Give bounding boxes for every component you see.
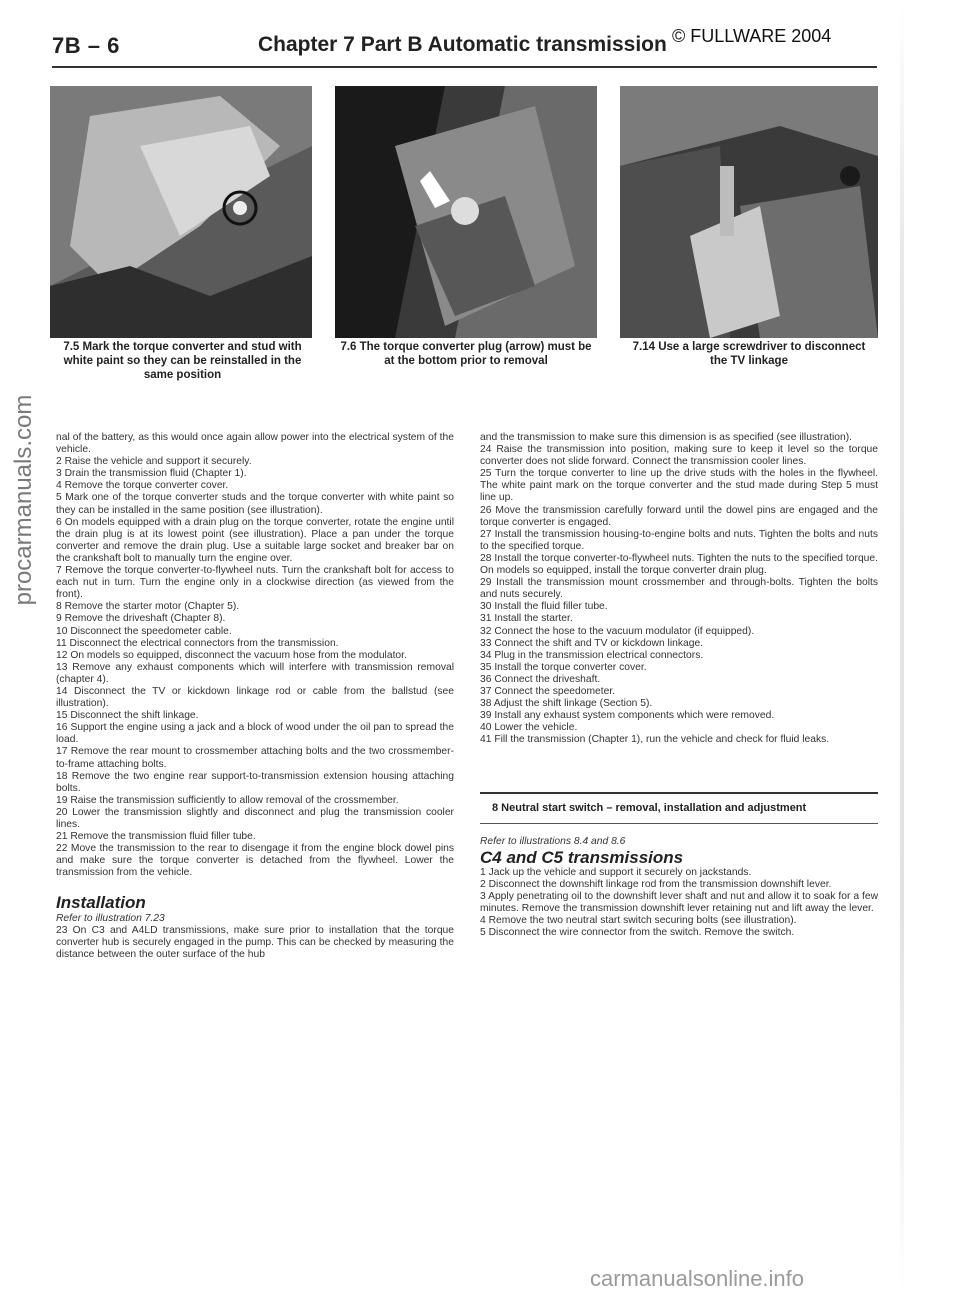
paragraph: 22 Move the transmission to the rear to disengage it from the engine block dowel pins and make sure the torque converter is detached from the flywheel. Lower the transmission from the vehicle. <box>56 843 454 879</box>
paragraph: 8 Remove the starter motor (Chapter 5). <box>56 601 240 613</box>
paragraph: 2 Disconnect the downshift linkage rod from the transmission downshift lever. <box>480 878 832 890</box>
paragraph: 24 Raise the transmission into position, making sure to keep it level so the torque converter does not slide forward. Connect the transmission cooler lines. <box>480 444 878 468</box>
figure-7-6-caption: 7.6 The torque converter plug (arrow) must be at the bottom prior to removal <box>340 341 592 367</box>
figure-7-14-caption: 7.14 Use a large screwdriver to disconnect the TV linkage <box>632 341 866 367</box>
paragraph: 29 Install the transmission mount crossmember and through-bolts. Tighten the bolts and nuts securely. <box>480 577 878 601</box>
copyright-notice: © FULLWARE 2004 <box>672 26 832 46</box>
paragraph: 25 Turn the torque converter to line up the drive studs with the holes in the flywheel. The white paint mark on the torque converter and the stud made during Step 5 must line up. <box>480 468 878 504</box>
paragraph: 37 Connect the speedometer. <box>480 685 616 697</box>
side-watermark-text: procarmanuals.com <box>10 394 37 606</box>
paragraph: 10 Disconnect the speedometer cable. <box>56 625 232 637</box>
paragraph: 23 On C3 and A4LD transmissions, make sure prior to installation that the torque converter hub is securely engaged in the pump. This can be checked by measuring the distance between the outer surface of the hub <box>56 924 454 960</box>
paragraph: 38 Adjust the shift linkage (Section 5). <box>480 698 653 710</box>
page-number: 7B – 6 <box>52 33 120 58</box>
paragraph: 4 Remove the torque converter cover. <box>56 480 229 492</box>
paragraph: 28 Install the torque converter-to-flywheel nuts. Tighten the nuts to the specified torque. On models so equipped, install the torque converter drain plug. <box>480 552 878 577</box>
paragraph: 32 Connect the hose to the vacuum modulator (if equipped). <box>480 625 755 637</box>
header-rule <box>52 66 877 68</box>
chapter-title: Chapter 7 Part B Automatic transmission <box>258 33 667 56</box>
paragraph: 2 Raise the vehicle and support it securely. <box>56 456 252 468</box>
right-column <box>480 432 878 939</box>
paragraph: 20 Lower the transmission slightly and disconnect and plug the transmission cooler lines. <box>56 806 454 830</box>
paragraph: 9 Remove the driveshaft (Chapter 8). <box>56 613 226 625</box>
paragraph: 18 Remove the two engine rear support-to-transmission extension housing attaching bolts. <box>56 770 454 794</box>
paragraph: 4 Remove the two neutral start switch securing bolts (see illustration). <box>480 915 797 927</box>
section-reference: Refer to illustrations 8.4 and 8.6 <box>480 835 626 847</box>
bottom-watermark: carmanualsonline.info <box>590 1266 805 1291</box>
paragraph: 19 Raise the transmission sufficiently to allow removal of the crossmember. <box>56 794 399 806</box>
left-column <box>56 432 454 961</box>
figure-7-14-photo <box>620 86 878 338</box>
side-watermark <box>6 290 42 710</box>
paragraph: 12 On models so equipped, disconnect the vacuum hose from the modulator. <box>56 649 407 661</box>
paragraph: 6 On models equipped with a drain plug on the torque converter, rotate the engine until the drain plug is at its lowest point (see illustration). Place a pan under the torque converter and remove the drain plug. Use a suitable large socket and breaker bar on the crankshaft bolt to manually turn the engine over. <box>56 516 454 564</box>
paragraph: 11 Disconnect the electrical connectors from the transmission. <box>56 637 339 649</box>
paragraph: 7 Remove the torque converter-to-flywheel nuts. Turn the crankshaft bolt for access to each nut in turn. Turn the engine only in a clockwise direction (as viewed from the front). <box>56 565 454 601</box>
paragraph: nal of the battery, as this would once again allow power into the electrical system of the vehicle. <box>56 432 454 456</box>
paragraph: 14 Disconnect the TV or kickdown linkage rod or cable from the ballstud (see illustration). <box>56 685 454 710</box>
paragraph: 3 Drain the transmission fluid (Chapter 1). <box>56 468 247 480</box>
subheading-c4-c5: C4 and C5 transmissions <box>480 847 684 867</box>
paragraph: 15 Disconnect the shift linkage. <box>56 710 199 722</box>
page-edge-shadow <box>900 0 904 1299</box>
paragraph: 34 Plug in the transmission electrical connectors. <box>480 649 704 661</box>
paragraph: 1 Jack up the vehicle and support it securely on jackstands. <box>480 866 752 878</box>
section-8-title: 8 Neutral start switch – removal, installation and adjustment <box>492 802 807 815</box>
figure-7-6-photo <box>335 86 597 338</box>
paragraph: 30 Install the fluid filler tube. <box>480 601 608 613</box>
installation-reference: Refer to illustration 7.23 <box>56 912 165 924</box>
paragraph: 40 Lower the vehicle. <box>480 722 578 734</box>
paragraph: 5 Mark one of the torque converter studs and the torque converter with white paint so they can be installed in the same position (see illustration). <box>56 492 454 516</box>
paragraph: 21 Remove the transmission fluid filler tube. <box>56 831 256 843</box>
paragraph: 35 Install the torque converter cover. <box>480 661 647 673</box>
figure-7-5-caption: 7.5 Mark the torque converter and stud with white paint so they can be reinstalled in the same position <box>63 341 302 381</box>
paragraph: 26 Move the transmission carefully forward until the dowel pins are engaged and the torque converter is engaged. <box>480 504 878 528</box>
paragraph: 5 Disconnect the wire connector from the switch. Remove the switch. <box>480 927 795 939</box>
paragraph: 27 Install the transmission housing-to-engine bolts and nuts. Tighten the bolts and nuts to the specified torque. <box>480 528 878 552</box>
paragraph: 41 Fill the transmission (Chapter 1), run the vehicle and check for fluid leaks. <box>480 734 830 746</box>
paragraph: 39 Install any exhaust system components which were removed. <box>480 710 775 722</box>
figure-7-5-photo <box>50 86 312 338</box>
paragraph: 17 Remove the rear mount to crossmember attaching bolts and the two crossmember-to-frame attaching bolts. <box>56 746 454 770</box>
paragraph: 16 Support the engine using a jack and a block of wood under the oil pan to spread the load. <box>56 722 454 746</box>
paragraph: and the transmission to make sure this dimension is as specified (see illustration). <box>480 432 853 443</box>
installation-heading: Installation <box>56 893 146 913</box>
paragraph: 33 Connect the shift and TV or kickdown linkage. <box>480 637 704 649</box>
paragraph: 36 Connect the driveshaft. <box>480 673 601 685</box>
paragraph: 13 Remove any exhaust components which will interfere with transmission removal (chapter 4). <box>56 661 454 685</box>
section-rule-bottom <box>480 823 878 824</box>
paragraph: 3 Apply penetrating oil to the downshift lever shaft and nut and allow it to soak for a few minutes. Remove the transmission downshift lever retaining nut and lift away the lever. <box>480 890 878 914</box>
paragraph: 31 Install the starter. <box>480 613 573 625</box>
